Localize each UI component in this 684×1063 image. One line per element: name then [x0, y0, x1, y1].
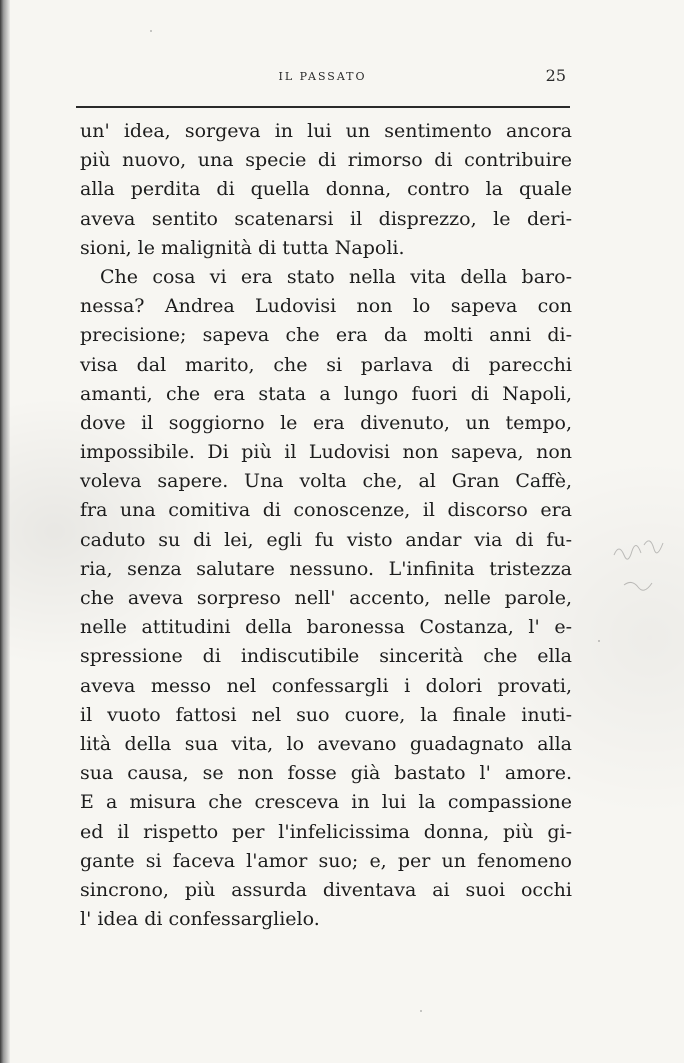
paper-speck	[598, 640, 600, 642]
text-line: ed il rispetto per l'infelicissima donna, più gi-	[80, 820, 572, 843]
text-line: dove il soggiorno le era divenuto, un tempo,	[80, 411, 572, 434]
running-title: IL PASSATO	[278, 70, 367, 83]
running-head	[75, 60, 570, 90]
text-line: lità della sua vita, lo avevano guadagnato alla	[80, 732, 572, 755]
margin-pencil-marks	[604, 515, 684, 615]
text-line: il vuoto fattosi nel suo cuore, la finale inuti-	[80, 703, 572, 726]
body-text	[80, 117, 572, 934]
text-line: ria, senza salutare nessuno. L'infinita tristezza	[80, 557, 572, 580]
text-line: visa dal marito, che si parlava di parecchi	[80, 353, 572, 376]
text-line: sioni, le malignità di tutta Napoli.	[80, 236, 405, 259]
binding-edge	[0, 0, 10, 1063]
paper-speck	[150, 30, 152, 32]
paper-speck	[420, 1010, 422, 1012]
text-line: aveva sentito scatenarsi il disprezzo, le deri-	[80, 207, 572, 230]
text-line: precisione; sapeva che era da molti anni di-	[80, 324, 572, 347]
text-line: più nuovo, una specie di rimorso di contribuire	[80, 149, 572, 172]
text-line: caduto su di lei, egli fu visto andar via di fu-	[80, 528, 572, 551]
text-line: aveva messo nel confessargli i dolori provati,	[80, 674, 572, 697]
text-line: amanti, che era stata a lungo fuori di Napoli,	[80, 382, 572, 405]
text-line: nelle attitudini della baronessa Costanza, l' e-	[80, 616, 572, 639]
text-line: E a misura che cresceva in lui la compassione	[80, 791, 572, 814]
text-line: sincrono, più assurda diventava ai suoi occhi	[80, 878, 572, 901]
text-line: voleva sapere. Una volta che, al Gran Caffè,	[80, 470, 572, 493]
text-line: gante si faceva l'amor suo; e, per un fenomeno	[80, 849, 572, 872]
text-line: nessa? Andrea Ludovisi non lo sapeva con	[80, 295, 572, 318]
page-number: 25	[545, 66, 566, 85]
text-line: fra una comitiva di conoscenze, il discorso era	[80, 499, 572, 522]
text-line: sua causa, se non fosse già bastato l' amore.	[80, 762, 572, 785]
text-line: un' idea, sorgeva in lui un sentimento ancora	[80, 120, 572, 142]
text-line: alla perdita di quella donna, contro la quale	[80, 178, 572, 201]
text-line: impossibile. Di più il Ludovisi non sapeva, non	[80, 441, 572, 464]
text-line: che aveva sorpreso nell' accento, nelle parole,	[80, 587, 572, 609]
text-line: l' idea di confessarglielo.	[80, 908, 320, 931]
header-rule	[76, 106, 570, 108]
paragraph-start-line: Che cosa vi era stato nella vita della baro-	[100, 265, 572, 288]
text-line: spressione di indiscutibile sincerità che ella	[80, 645, 572, 668]
